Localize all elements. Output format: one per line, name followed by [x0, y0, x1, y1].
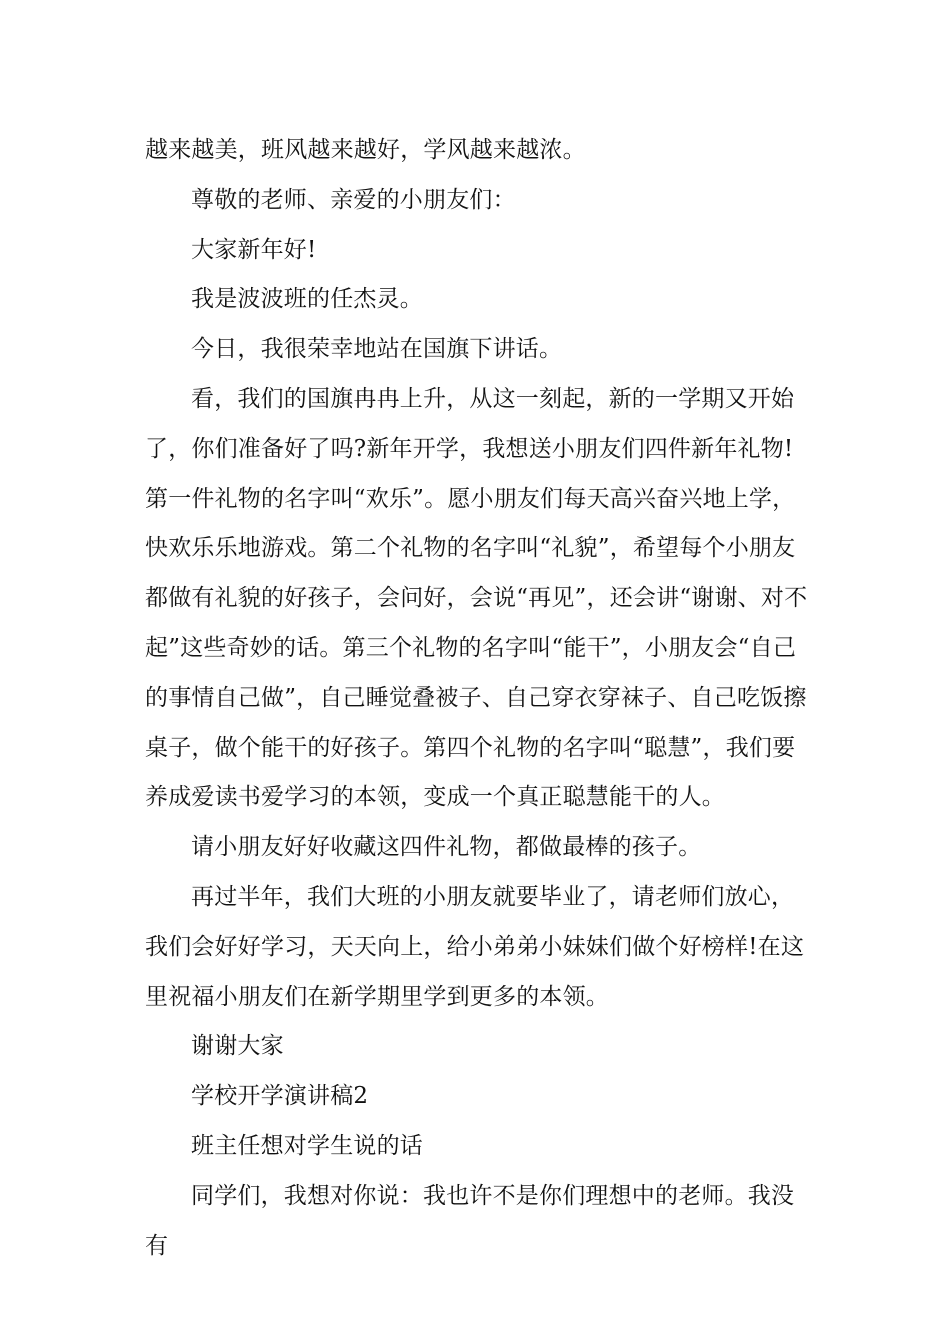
paragraph-teacher-message: 同学们，我想对你说：我也许不是你们理想中的老师。我没有: [145, 1182, 795, 1259]
document-body: [145, 126, 815, 1271]
paragraph-thanks: 谢谢大家: [191, 1033, 284, 1060]
paragraph-continuation: 越来越美，班风越来越好，学风越来越浓。: [145, 137, 586, 163]
paragraph-keep-gifts: 请小朋友好好收藏这四件礼物，都做最棒的孩子。: [191, 834, 702, 861]
paragraph-greeting: 大家新年好!: [191, 236, 317, 263]
paragraph-graduation: 再过半年，我们大班的小朋友就要毕业了，请老师们放心，我们会好好学习，天天向上，给小弟弟小妹妹们做个好榜样!在这里祝福小朋友们在新学期里学到更多的本领。: [145, 883, 805, 1010]
section-title: 学校开学演讲稿2: [191, 1083, 369, 1110]
paragraph-salutation: 尊敬的老师、亲爱的小朋友们：: [191, 186, 516, 213]
paragraph-introduction: 我是波波班的任杰灵。: [191, 286, 423, 313]
paragraph-opening: 今日，我很荣幸地站在国旗下讲话。: [191, 336, 563, 363]
paragraph-four-gifts: 看，我们的国旗冉冉上升，从这一刻起，新的一学期又开始了，你们准备好了吗?新年开学，我想送小朋友们四件新年礼物!第一件礼物的名字叫“欢乐”。愿小朋友们每天高兴奋兴地上学，快欢乐乐地游戏。第二个礼物的名字叫“礼貌”，希望每个小朋友都做有礼貌的好孩子，会问好，会说“再见”，还会讲“谢谢、对不起”这些奇妙的话。第三个礼物的名字叫“能干”，小朋友会“自己的事情自己做”，自己睡觉叠被子、自己穿衣穿袜子、自己吃饭擦桌子，做个能干的好孩子。第四个礼物的名字叫“聪慧”，我们要养成爱读书爱学习的本领，变成一个真正聪慧能干的人。: [145, 385, 808, 811]
section-subtitle: 班主任想对学生说的话: [191, 1132, 423, 1159]
